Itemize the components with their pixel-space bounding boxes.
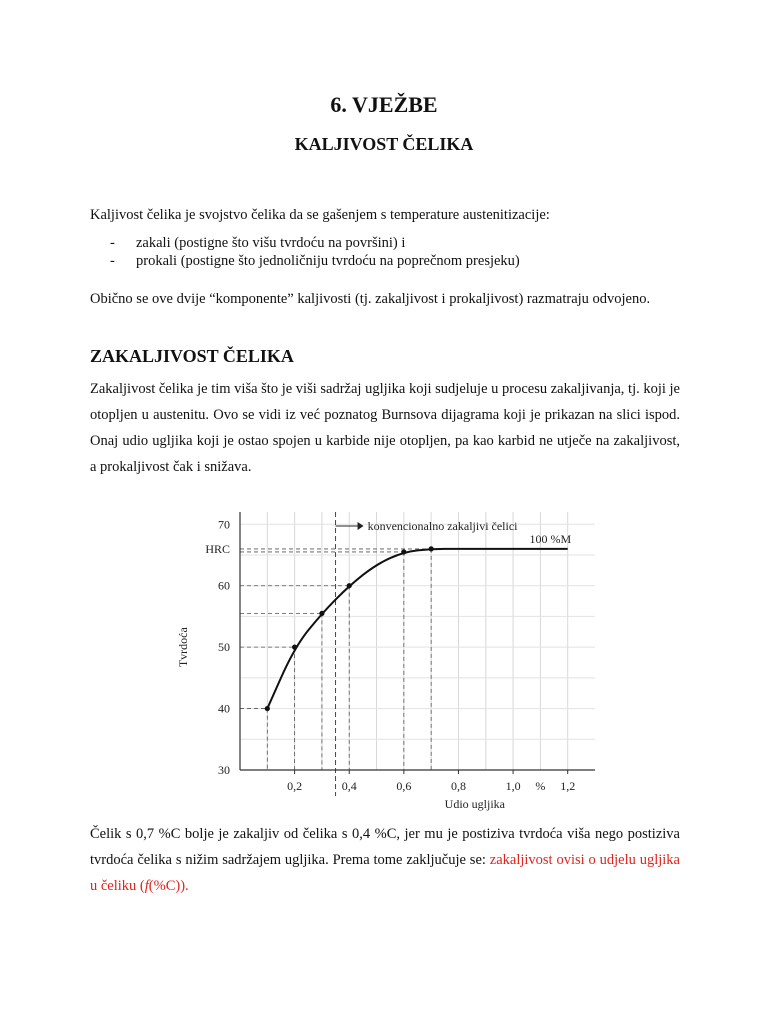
x-unit-label: %	[535, 779, 546, 793]
data-point	[347, 583, 352, 588]
conclusion-highlight-end: (%C)).	[148, 878, 189, 894]
arrow-head-icon	[358, 522, 364, 530]
bullet-list	[110, 234, 520, 270]
data-point	[265, 706, 270, 711]
chart-tick-labels	[218, 517, 575, 793]
bullet-dash: -	[110, 235, 115, 251]
annotation-arrow-label: konvencionalno zakaljivi čelici	[367, 519, 518, 533]
data-point	[292, 645, 297, 650]
x-tick-label: 0,8	[450, 779, 466, 793]
y-tick-label: 40	[218, 701, 230, 716]
intro-paragraph: Kaljivost čelika je svojstvo čelika da se gašenjem s temperature austenitizacije:	[90, 207, 550, 223]
bullet-text: zakali (postigne što višu tvrdoću na površini) i	[136, 235, 406, 251]
bullet-text: prokali (postigne što jednoličniju tvrdoću na poprečnom presjeku)	[136, 253, 520, 269]
conclusion-highlight: zakaljivost ovisi o udjelu ugljika u čeliku (	[90, 852, 680, 894]
y-tick-label: 70	[218, 517, 230, 532]
hardness-curve	[267, 549, 567, 709]
chart-annotations	[176, 519, 571, 811]
conclusion-highlight-f: f	[144, 878, 149, 894]
x-tick-label: 1,0	[505, 779, 521, 793]
bullet-dash: -	[110, 253, 115, 269]
annotation-level-label: 100 %M	[529, 531, 572, 546]
section-paragraph: Zakaljivost čelika je tim viša što je viši sadržaj ugljika koji sudjeluje u procesu zakaljivanja, tj. koji je otopljen u austenitu. Ovo se vidi iz već poznatog Burnsova dijagrama koji je prikazan na slici ispod. Onaj udio ugljika koji je ostao spojen u karbide nije otopljen, pa kao karbid ne utječe na zakaljivost, a prokaljivost čak i snižava.	[90, 381, 680, 475]
list-item	[110, 252, 520, 270]
page-title: 6. VJEŽBE	[330, 92, 438, 117]
conclusion-paragraph	[90, 821, 680, 899]
y-tick-label: 60	[218, 578, 230, 593]
x-tick-label: 0,6	[396, 779, 412, 793]
conclusion-text: Čelik s 0,7 %C bolje je zakaljiv od čelika s 0,4 %C, jer mu je postiziva tvrdoća viša nego postiziva tvrdoća čelika s nižim sadržajem ugljika. Prema tome zaključuje se:	[90, 826, 680, 868]
y-axis-label: Tvrdoća	[176, 627, 190, 668]
y-tick-label: 30	[218, 763, 230, 777]
data-point	[319, 611, 324, 616]
components-paragraph: Obično se ove dvije “komponente” kaljivosti (tj. zakaljivost i prokaljivost) razmatraju odvojeno.	[90, 291, 651, 307]
y-tick-label: 50	[218, 640, 230, 655]
x-tick-label: 0,2	[287, 779, 303, 793]
y-extra-label: HRC	[205, 541, 230, 556]
x-axis-label: Udio ugljika	[444, 797, 506, 811]
list-item	[110, 234, 520, 252]
x-tick-label: 1,2	[560, 779, 576, 793]
burns-diagram-chart	[165, 500, 605, 818]
data-point	[401, 549, 406, 554]
chart-series	[267, 549, 567, 709]
x-tick-label: 0,4	[341, 779, 357, 793]
data-point	[429, 546, 434, 551]
page-subtitle: KALJIVOST ČELIKA	[294, 134, 474, 154]
section-heading: ZAKALJIVOST ČELIKA	[90, 346, 294, 366]
